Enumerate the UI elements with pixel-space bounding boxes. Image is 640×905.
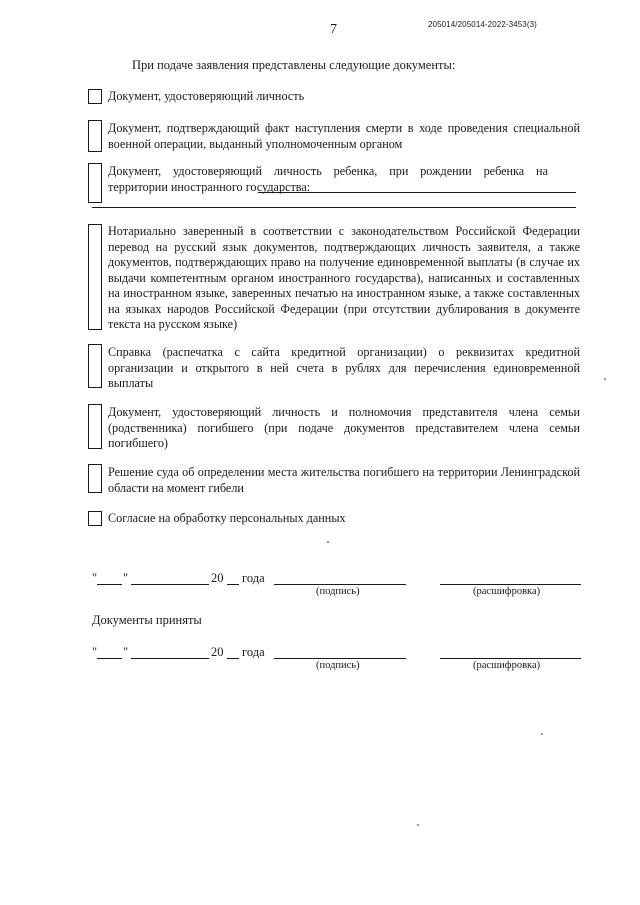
caption-decode: (расшифровка) <box>473 660 541 671</box>
checkbox-representative[interactable] <box>88 404 102 449</box>
year-blank[interactable] <box>227 584 239 585</box>
year-word: года <box>242 571 265 585</box>
item-child-identity: Документ, удостоверяющий личность ребенка, при рождении ребенка на территории иностранного государства: <box>108 164 548 194</box>
checkbox-notarized-translation[interactable] <box>88 224 102 330</box>
day-blank[interactable] <box>97 658 122 659</box>
signature-line[interactable] <box>274 584 406 585</box>
decode-line[interactable] <box>440 658 581 659</box>
year-prefix: 20 <box>211 645 224 659</box>
item-court-decision: Решение суда об определении места жительства погибшего на территории Ленинградской области на момент гибели <box>108 465 580 495</box>
quote-open: " <box>92 645 98 659</box>
scan-speck <box>604 378 606 380</box>
scan-speck <box>541 733 543 735</box>
day-blank[interactable] <box>97 584 122 585</box>
decode-line[interactable] <box>440 584 581 585</box>
documents-accepted-label: Документы приняты <box>92 613 202 627</box>
signature-line[interactable] <box>274 658 406 659</box>
year-prefix: 20 <box>211 571 224 585</box>
document-code: 205014/205014-2022-3453(3) <box>428 20 537 29</box>
year-blank[interactable] <box>227 658 239 659</box>
scan-speck <box>417 824 419 826</box>
item-bank-details: Справка (распечатка с сайта кредитной организации) о реквизитах кредитной организации и открытого в ней счета в рублях для перечисления единовременной выплаты <box>108 345 580 390</box>
caption-signature: (подпись) <box>316 586 360 597</box>
checkbox-court-decision[interactable] <box>88 464 102 493</box>
caption-decode: (расшифровка) <box>473 586 541 597</box>
year-word: года <box>242 645 265 659</box>
item-death-proof: Документ, подтверждающий факт наступления смерти в ходе проведения специальной военной операции, выданный уполномоченным органом <box>108 121 580 151</box>
checkbox-personal-data-consent[interactable] <box>88 511 102 526</box>
item-notarized-translation: Нотариально заверенный в соответствии с законодательством Российской Федерации перевод на русский язык документов, подтверждающих личность заявителя, а также документов, подтверждающих право на получение единовременной выплаты (в случае их выдачи компетентным органом иностранного государства), написанных и составленных на иностранном языке, заверенных печатью на иностранном языке, а также составленных на языках народов Российской Федерации (при отсутствии дублирования в документе текста на русском языке) <box>108 224 580 331</box>
checkbox-bank-details[interactable] <box>88 344 102 388</box>
caption-signature: (подпись) <box>316 660 360 671</box>
scan-speck <box>327 541 329 543</box>
quote-close: " <box>123 645 129 659</box>
item-personal-data-consent: Согласие на обработку персональных данных <box>108 511 346 525</box>
month-blank[interactable] <box>131 658 209 659</box>
month-blank[interactable] <box>131 584 209 585</box>
checkbox-death-proof[interactable] <box>88 120 102 152</box>
item-identity: Документ, удостоверяющий личность <box>108 89 305 103</box>
quote-close: " <box>123 571 129 585</box>
quote-open: " <box>92 571 98 585</box>
foreign-state-line-2 <box>92 207 576 208</box>
checkbox-child-identity[interactable] <box>88 163 102 203</box>
item-representative: Документ, удостоверяющий личность и полномочия представителя члена семьи (родственника) погибшего (при подаче документов представителем члена семьи погибшего) <box>108 405 580 450</box>
checkbox-identity[interactable] <box>88 89 102 104</box>
foreign-state-line-1 <box>258 192 576 193</box>
page-number: 7 <box>330 22 337 37</box>
documents-intro: При подаче заявления представлены следующие документы: <box>132 58 456 72</box>
